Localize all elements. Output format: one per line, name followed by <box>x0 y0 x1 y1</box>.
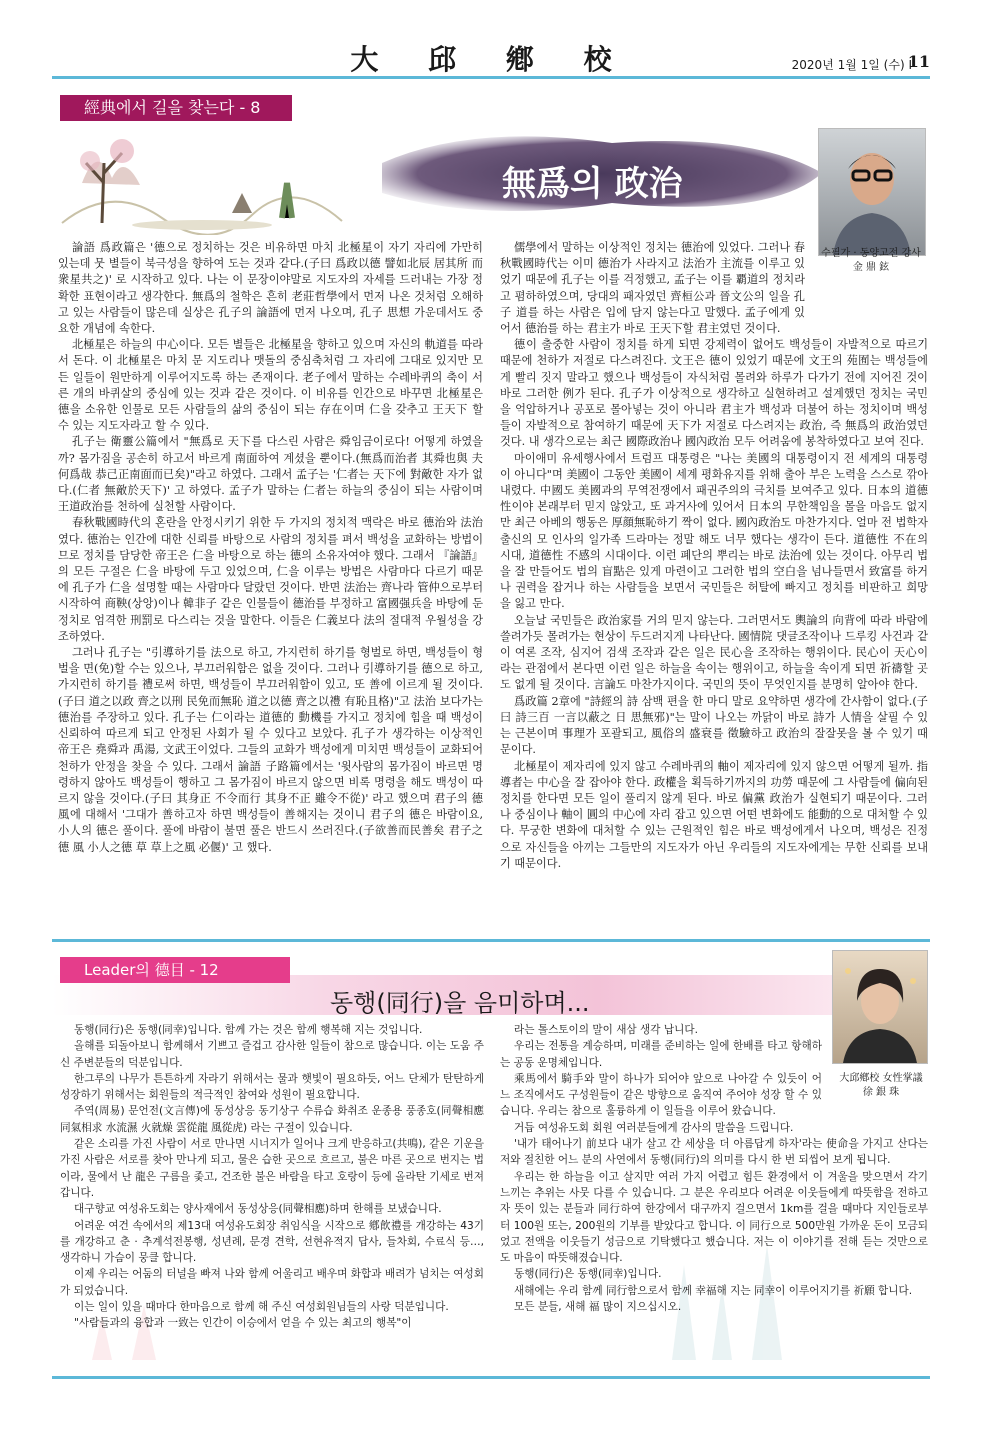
paragraph: "사람들과의 융합과 一致는 인간이 이승에서 얻을 수 있는 최고의 행복"이 <box>74 1317 412 1330</box>
paragraph: 마이애미 유세행사에서 트럼프 대통령은 "나는 美國의 대통령이지 전 세계의 대통령이 아니다"며 美國이 그동안 美國이 세계 평화유지를 위해 출아 부은 노력을 스스로 깎아내렸다. 中國도 美國과의 무역전쟁에서 패권주의의 극치를 보여주고 있다. 日本의 道德性이야 본래부터 믿지 않았고, 또 과거사에 있어서 日本의 무한책임을 몰을 마음도 없지만 최근 아베의 행동은 厚顔無恥하기 짝이 없다. 國內政治도 마찬가지다. 얼마 전 법학자 출신의 모 인사의 일가족 드라마는 정말 해도 너무 했다는 생각이 든다. 道德性 不在의 시대, 道德性 不感의 시대이다. 이런 폐단의 뿌리는 바로 法治에 있는 것이다. 아무리 법을 잘 만들어도 법의 盲點은 있게 마련이고 그러한 법의 空白을 넘나들면서 致富를 하거나 권력을 잡거나 하는 사람들을 보면서 국민들은 허탈에 빠지고 정치를 비판하고 희망을 잃고 만다. <box>500 451 928 611</box>
paragraph: 爲政篇 2章에 "詩經의 詩 삼백 편을 한 마디 말로 요약하면 생각에 간사함이 없다.(子曰 詩三百 一言以蔽之 日 思無邪)"는 말이 나오는 까닭이 바로 詩가 人情을 살필 수 있는 근본이며 事理가 포괄되고, 風俗의 盛衰를 徵驗하고 政治의 잘잘못을 볼 수 있기 때문이다. <box>500 694 928 757</box>
paragraph: 孔子는 衛靈公篇에서 "無爲로 天下를 다스린 사람은 舜임금이로다! 어떻게 하였을까? 몸가짐을 공손히 하고서 바르게 南面하여 계셨을 뿐이다.(無爲而治者 其舜也與 夫何爲哉 恭己正南面而已矣)"라고 하였다. 그래서 孟子는 '仁者는 天下에 對敵한 자가 없다.(仁者 無敵於天下)' 고 하였다. 孟子가 말하는 仁者는 하늘의 중심이 되는 사람이며 王道政治를 천하에 실천할 사람이다. <box>58 435 483 514</box>
paragraph: 春秋戰國時代의 혼란을 안정시키기 위한 두 가지의 정치적 맥락은 바로 德治와 法治였다. 德治는 인간에 대한 신뢰를 바탕으로 사람의 정치를 펴서 백성을 교화하는 방법이므로 정치를 담당한 帝王은 仁을 바탕으로 하는 德의 소유자여야 했다. 그래서 『論語』의 모든 구절은 仁을 바탕에 두고 있었으며, 仁을 이루는 방법은 사람마다 다르기 때문에 孔子가 仁을 설명할 때는 사람마다 달랐던 것이다. 반면 法治는 齊나라 管仲으로부터 시작하여 商鞅(상앙)이나 韓非子 같은 인물들이 德治를 부정하고 富國强兵을 바탕에 둔 정치로 엄격한 刑罰로 다스리는 것을 말한다. 이들은 仁義보다 法의 절대적 우월성을 강조하였다. <box>58 516 483 643</box>
section1-left-column <box>58 240 483 856</box>
masthead <box>0 0 982 80</box>
section1-right-column <box>500 240 928 872</box>
section2-right-column <box>500 1022 928 1315</box>
paragraph: 동행(同行)은 동행(同幸)입니다. <box>514 1268 662 1281</box>
author2-name: 徐 銀 珠 <box>862 1087 900 1098</box>
paragraph: 동행(同行)은 동행(同幸)입니다. 함께 가는 것은 함께 행복해 지는 것입니다. <box>74 1024 423 1036</box>
section2-title: 동행(同行)을 음미하며... <box>330 989 590 1017</box>
paragraph: 論語 爲政篇은 '德으로 정치하는 것은 비유하면 마치 北極星이 자기 자리에 가만히 있는데 뭇 별들이 북극성을 향하여 도는 것과 같다.(子曰 爲政以德 譬如北辰 居其所 而衆星共之)' 로 시작하고 있다. 나는 이 문장이야말로 지도자의 자세를 드러내는 가장 정확한 표현이라고 생각한다. 無爲의 철학은 흔히 老莊哲學에서 먼저 나온 것처럼 오해하고 있는 사람들이 많은데 실상은 孔子의 論語에 먼저 나오며, 孔子 思想 가운데서도 중요한 개념에 속한다. <box>58 241 483 336</box>
newspaper-title: 大 邱 鄕 校 <box>350 43 632 76</box>
section2-label: Leader의 德目 - 12 <box>60 957 290 983</box>
paragraph: 그러나 孔子는 "引導하기를 法으로 하고, 가지런히 하기를 형벌로 하면, 백성들이 형벌을 면(免)할 수는 있으나, 부끄러워함은 없을 것이다. 그러나 引導하기를 德으로 하고, 가지런히 하기를 禮로써 하면, 백성들이 부끄러워함이 있고, 또 善에 이르게 될 것이다.(子曰 道之以政 齊之以刑 民免而無恥 道之以德 齊之以禮 有恥且格)"고 法治 보다가는 德治를 주장하고 있다. 孔子는 仁이라는 道德的 動機를 가지고 정치에 힘을 때 백성이 신뢰하여 따르게 되고 안정된 사회가 될 수 있다고 보았다. 孔子가 생각하는 이상적인 帝王은 堯舜과 禹湯, 文武王이었다. 그들의 교화가 백성에게 미치면 백성들이 교화되어 천하가 안정을 찾을 수 있다. 그래서 論語 子路篇에서는 '윗사람의 몸가짐이 바르면 명령하지 않아도 백성들이 행하고 그 몸가짐이 바르지 않으면 비록 명령을 해도 백성이 따르지 않을 것이다.(子曰 其身正 不令而行 其身不正 雖令不從)' 라고 했으며 君子의 德風에 대해서 '그대가 善하고자 하면 백성들이 善해지는 것이니 君子의 德은 바람이요, 小人의 德은 풀이다. 풀에 바람이 불면 풀은 반드시 쓰러진다.(子欲善而民善矣 君子之德 風 小人之德 草 草上之風 必偃)' 고 했다. <box>58 646 483 854</box>
paragraph: 모든 분들, 새해 福 많이 지으십시오. <box>514 1301 682 1314</box>
paragraph: 새해에는 우리 함께 同行함으로서 함께 幸福해 지는 同幸이 이루어지기를 祈願 합니다. <box>514 1284 913 1297</box>
author-photo <box>818 128 926 256</box>
paragraph: 우리는 전통을 계승하며, 미래를 준비하는 일에 한배를 타고 항해하는 공동 운명체입니다. <box>500 1040 822 1069</box>
landscape-painting-icon <box>62 139 342 235</box>
paragraph: 北極星이 제자리에 있지 않고 수레바퀴의 軸이 제자리에 있지 않으면 어떻게 될까. 指導者는 中心을 잘 잡아야 한다. 政權을 획득하기까지의 功勞 때문에 그 사람들에 偏向된 정치를 한다면 모든 일이 풀리지 않게 된다. 바로 偏黨 政治가 실현되기 때문이다. 그러나 중심이나 軸이 圓의 中心에 자리 잡고 있으면 어떤 변화에도 能動的으로 대처할 수 있다. 무궁한 변화에 대처할 수 있는 근원적인 힘은 바로 백성에게서 나오며, 백성은 진정으로 자신들을 아끼는 그들만의 지도자가 아닌 우리들의 지도자에게는 무한 신뢰를 보내기 때문이다. <box>500 759 928 870</box>
paragraph: 이는 일이 있을 때마다 한마음으로 함께 해 주신 여성회원님들의 사랑 덕분입니다. <box>74 1301 449 1314</box>
paragraph: 北極星은 하늘의 中心이다. 모든 별들은 北極星을 향하고 있으며 자신의 軌道를 따라서 돈다. 이 北極星은 마치 문 지도리나 맷돌의 중심축처럼 그 자리에 그대로 있지만 모든 일들이 원만하게 이루어지도록 하는 존재이다. 老子에서 말하는 수레바퀴의 축이 서른 개의 바퀴살의 중심에 있는 것과 같은 것이다. 이 비유를 인간으로 바꾸면 北極星은 德을 소유한 인물로 모든 사람들의 삶의 중심이 되는 存在이며 仁을 갖추고 王天下 할 수 있는 지도자라고 할 수 있다. <box>58 338 483 433</box>
paragraph: 이제 우리는 어둠의 터널을 빠져 나와 함께 어울리고 배우며 화합과 배려가 넘치는 여성회가 되었습니다. <box>60 1268 484 1297</box>
paragraph: 儒學에서 말하는 이상적인 정치는 德治에 있었다. 그러나 春秋戰國時代는 이미 德治가 사라지고 法治가 主流를 이루고 있었기 때문에 孔子는 이를 걱정했고, 孟子는 이를 覇道의 정치라고 폄하하였으며, 당대의 패자였던 齊桓公과 晉文公의 일을 孔子 道를 하는 사람은 입에 담지 않는다고 말했다. 孟子에게 있어서 德治를 하는 君主가 바로 王天下할 君主였던 것이다. <box>500 241 805 336</box>
author2-title: 大邱鄕校 女性掌議 <box>839 1073 923 1084</box>
section-title: 無爲의 政治 <box>502 164 683 204</box>
paragraph: 올해를 되돌아보니 함께해서 기쁘고 즐겁고 감사한 일들이 참으로 많습니다. 이는 도움 주신 주변분들의 덕분입니다. <box>60 1040 484 1069</box>
paragraph: 라는 톨스토이의 말이 새삼 생각 납니다. <box>514 1024 698 1036</box>
paragraph: 한그루의 나무가 튼튼하게 자라기 위해서는 물과 햇빛이 필요하듯, 어느 단체가 탄탄하게 성장하기 위해서는 회원들의 적극적인 참여와 성원이 필요합니다. <box>60 1072 484 1102</box>
portrait-icon <box>819 129 925 255</box>
paragraph: 주역(周易) 문언전(文言傳)에 동성상응 동기상구 수류습 화취조 운종용 풍종호(同聲相應 同氣相求 水流濕 火就燥 雲從龍 風從虎) 라는 구절이 있습니다. <box>60 1105 484 1134</box>
paragraph: 오늘날 국민들은 政治家를 거의 믿지 않는다. 그러면서도 輿論의 向背에 따라 바람에 쓸려가듯 몰려가는 현상이 두드러지게 나타난다. 國情院 댓글조작이나 드루킹 사건과 같이 여론 조작, 심지어 검색 조작과 같은 일은 民心을 조작하는 행위이다. 民心이 天心이라는 관점에서 본다면 이런 일은 하늘을 속이는 행위이고, 하늘을 속이게 되면 祈禱할 곳도 없게 될 것이다. 言論도 마찬가지이다. 국민의 뜻이 무엇인지를 분명히 알아야 한다. <box>500 613 928 692</box>
paragraph: '내가 태어나기 前보다 내가 살고 간 세상을 더 아름답게 하자'라는 使命을 가지고 산다는 저와 절친한 어느 분의 사연에서 동행(同行)의 의미를 다시 한 번 되씹어 보게 됩니다. <box>500 1138 928 1167</box>
paragraph: 乘馬에서 騎手와 말이 하나가 되어야 앞으로 나아갈 수 있듯이 어느 조직에서도 구성원들이 같은 방향으로 움직여 주어야 성장 할 수 있습니다. 우리는 참으로 훌륭하게 이 일들을 이루어 왔습니다. <box>500 1072 822 1118</box>
author-title: 수필가 · 동양고전 강사 <box>821 248 921 259</box>
paragraph: 우리는 한 하늘을 이고 살지만 여러 가지 어렵고 힘든 환경에서 이 겨울을 맞으면서 각기 느끼는 추위는 사뭇 다를 수 있습니다. 그 분은 우리보다 어려운 이웃들에게 따뜻함을 전하고자 뜻이 있는 분들과 同行하여 한강에서 대구까지 걸으면서 1km를 걸을 때마다 지인들로부터 100원 또는, 200원의 기부를 받았다고 합니다. 이 同行으로 500만원 가까운 돈이 모금되었고 전액을 이웃들기 성금으로 기탁했다고 했습니다. 저는 이 이야기를 전해 듣는 것만으로도 마음이 따뜻해졌습니다. <box>500 1170 928 1265</box>
section-divider <box>52 939 930 942</box>
page-number: 11 <box>907 52 930 71</box>
section-banner <box>52 123 932 235</box>
paragraph: 같은 소리를 가진 사람이 서로 만나면 시너지가 일어나 크게 반응하고(共鳴), 같은 기운을 가진 사람은 서로를 찾아 만나게 되고, 물은 습한 곳으로 흐르고, 불은 마른 곳으로 번지는 법이라, 물에서 난 龍은 구름을 좇고, 건조한 불은 바람을 타고 호랑이 등에 올라탄 기세로 번져갑니다. <box>60 1138 484 1199</box>
paragraph: 대구향교 여성유도회는 양사재에서 동성상응(同聲相應)하며 한해를 보냈습니다. <box>74 1203 442 1216</box>
issue-date: 2020년 1월 1일 (수) I <box>791 58 912 72</box>
author-name: 金 鼎 鉉 <box>852 262 890 273</box>
section2-left-column <box>60 1022 484 1332</box>
bottom-rule <box>52 1376 930 1379</box>
paragraph: 어려운 여건 속에서의 제13대 여성유도회장 취임식을 시작으로 鄕飮禮를 개강하는 43기를 개강하고 춘 · 추계석전봉행, 성년례, 문경 견학, 선현유적지 답사, 들차회, 수료식 등…, 생각하니 가슴이 뭉클 합니다. <box>60 1219 484 1265</box>
masthead-rule <box>52 76 930 79</box>
paragraph: 거듭 여성유도회 회원 여러분들에게 감사의 말씀을 드립니다. <box>514 1121 794 1134</box>
section-label: 經典에서 길을 찾는다 - 8 <box>60 95 292 121</box>
paragraph: 德이 출중한 사람이 정치를 하게 되면 강제력이 없어도 백성들이 자발적으로 따르기 때문에 천하가 저절로 다스려진다. 文王은 德이 있었기 때문에 文王의 苑囿는 백성들에게 빨리 짓지 말라고 했으나 백성들이 자식처럼 몰려와 하루가 다가기 전에 지어진 것이 바로 그러한 例가 된다. 孔子가 이상적으로 생각하고 실현하려고 설계했던 정치는 국민을 억압하거나 공포로 몰아넣는 것이 아니라 君主가 백성과 더불어 하는 정치이며 백성들이 자발적으로 참여하기 때문에 天下가 저절로 다스려지는 政治, 즉 無爲의 政治였던 것다. 내 생각으로는 최근 國際政治나 國內政治 모두 어려움에 봉착하였다고 보여 진다. <box>500 338 928 449</box>
